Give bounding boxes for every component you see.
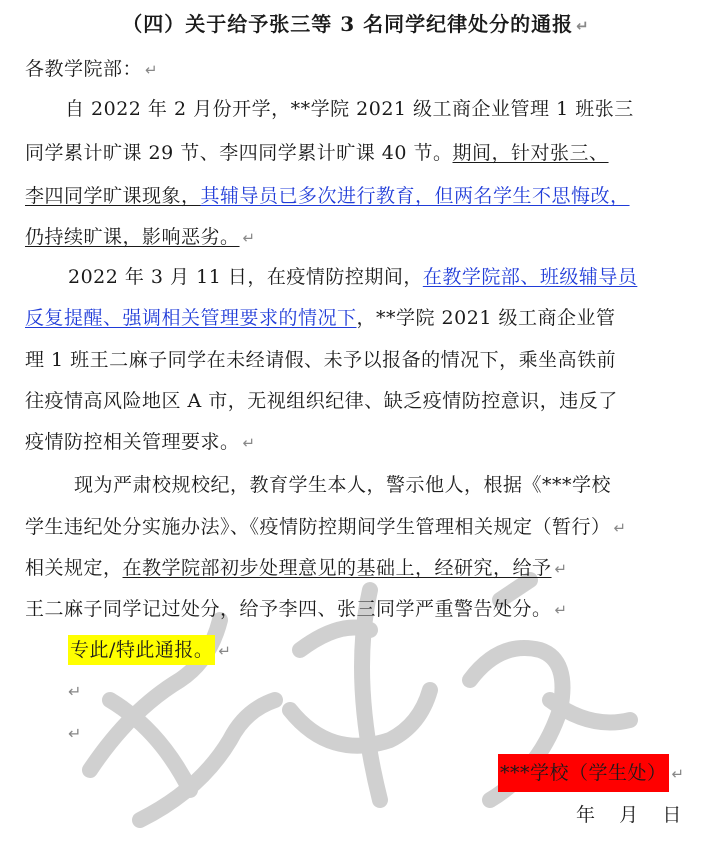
salutation: 各教学院部： ↵ xyxy=(25,58,159,80)
date-line: 年 月 日 xyxy=(576,804,682,826)
revision-link-text[interactable]: 其辅导员已多次进行教育，但两名学生不思悔改， xyxy=(200,185,630,207)
para1-line2: 同学累计旷课 29 节、李四同学累计旷课 40 节。期间，针对张三、 xyxy=(25,142,609,164)
revision-link-text[interactable]: 在教学院部、班级辅导员 xyxy=(422,266,638,288)
signature-line: ***学校（学生处） ↵ xyxy=(498,758,685,789)
para2-line3: 理 1 班王二麻子同学在未经请假、未予以报备的情况下，乘坐高铁前 xyxy=(25,349,617,371)
empty-paragraph-mark: ↵ xyxy=(68,682,82,701)
para1-line4: 仍持续旷课，影响恶劣。 ↵ xyxy=(25,226,256,248)
highlighted-closing: 专此/特此通报。 xyxy=(68,635,215,665)
para1-line1: 自 2022 年 2 月份开学，**学院 2021 级工商企业管理 1 班张三 xyxy=(65,98,634,120)
para3-line2: 学生违纪处分实施办法》、《疫情防控期间学生管理相关规定（暂行） ↵ xyxy=(25,516,627,538)
document-title: （四）关于给予张三等 3 名同学纪律处分的通报 ↵ xyxy=(122,12,590,36)
para3-line4: 王二麻子同学记过处分，给予李四、张三同学严重警告处分。 ↵ xyxy=(25,598,568,620)
para2-line1: 2022 年 3 月 11 日，在疫情防控期间，在教学院部、班级辅导员 xyxy=(68,266,638,288)
para1-line3 xyxy=(25,181,630,211)
para3-line3: 相关规定，在教学院部初步处理意见的基础上，经研究，给予 ↵ xyxy=(25,557,568,579)
para2-line2: 反复提醒、强调相关管理要求的情况下，**学院 2021 级工商企业管 xyxy=(25,307,616,329)
para3-line1: 现为严肃校规校纪，教育学生本人，警示他人，根据《***学校 xyxy=(74,474,612,496)
empty-paragraph-mark: ↵ xyxy=(68,724,82,743)
para2-line4: 往疫情高风险地区 A 市，无视组织纪律、缺乏疫情防控意识，违反了 xyxy=(25,390,618,412)
highlighted-signature: ***学校（学生处） xyxy=(498,754,669,792)
underlined-text: 期间，针对张三、 xyxy=(452,142,609,164)
underlined-text: 李四同学旷课现象， xyxy=(25,185,201,207)
para2-line5: 疫情防控相关管理要求。 ↵ xyxy=(25,431,256,453)
revision-link-text[interactable]: 反复提醒、强调相关管理要求的情况下 xyxy=(25,307,357,329)
underlined-text: 仍持续旷课，影响恶劣。 xyxy=(25,226,240,248)
closing-line: 专此/特此通报。 ↵ xyxy=(68,635,231,666)
underlined-text: 在教学院部初步处理意见的基础上，经研究，给予 xyxy=(122,557,552,579)
